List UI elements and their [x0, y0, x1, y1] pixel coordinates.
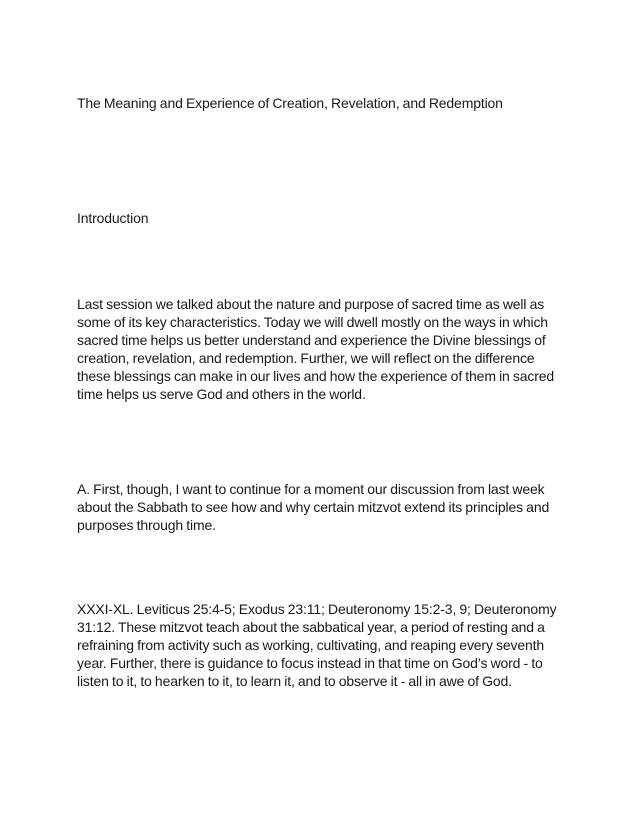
- paragraph-last-session: Last session we talked about the nature and purpose of sacred time as well as some of its key characteristics. Today we will dwell mostly on the ways in which sacred time helps us better understand and experience the Divine blessings of creation, revelation, and redemption. Further, we will reflect on the difference these blessings can make in our lives and how the experience of them in sacred time helps us serve God and others in the world.: [77, 296, 555, 402]
- document-title: The Meaning and Experience of Creation, Revelation, and Redemption: [77, 95, 503, 111]
- section-heading-introduction: Introduction: [77, 210, 149, 226]
- paragraph-sabbatical-year: XXXI-XL. Leviticus 25:4-5; Exodus 23:11; Deuteronomy 15:2-3, 9; Deuteronomy 31:12. These mitzvot teach about the sabbatical year, a period of resting and a refraining from activity such as working, cultivating, and reaping every seventh year. Further, there is guidance to focus instead in that time on God’s word - to listen to it, to hearken to it, to learn it, and to observe it - all in awe of God.: [77, 601, 557, 689]
- paragraph-sabbath-mitzvot: A. First, though, I want to continue for a moment our discussion from last week about the Sabbath to see how and why certain mitzvot extend its principles and purposes through time.: [77, 481, 550, 533]
